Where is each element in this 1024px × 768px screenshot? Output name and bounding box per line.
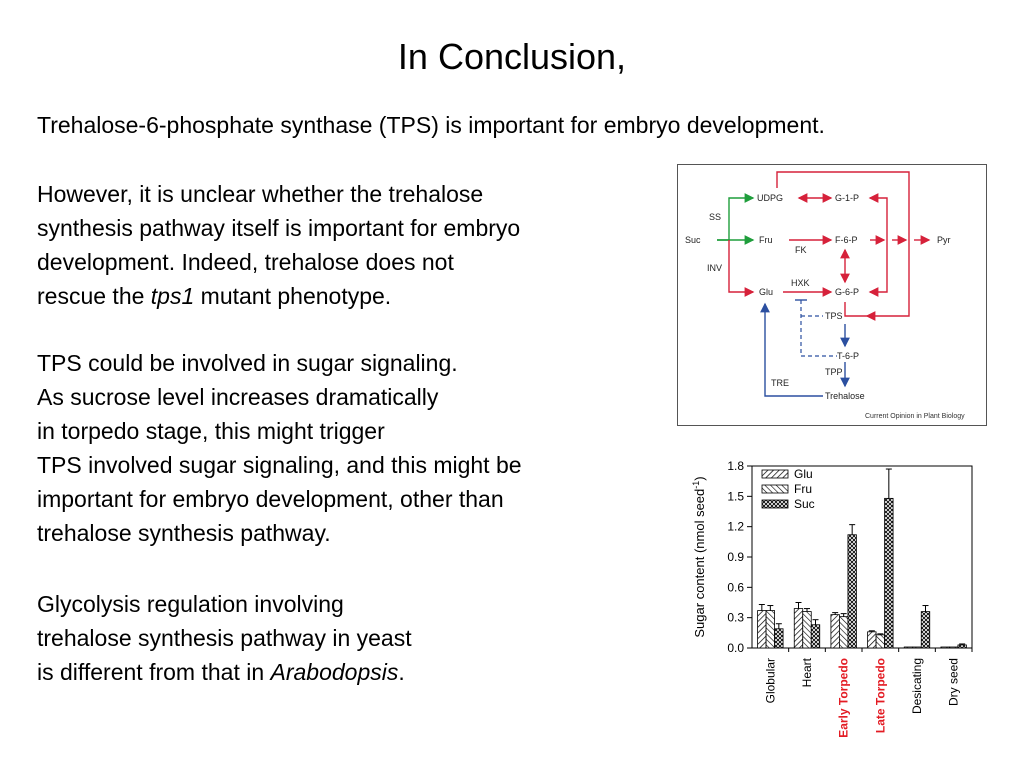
chart-bars [758,469,967,648]
gene-name-italic: tps1 [150,283,195,309]
node-pyr: Pyr [937,235,951,245]
y-tick-label: 0.3 [727,610,744,625]
paragraph-glycolysis [37,587,412,689]
y-axis-label [691,476,707,637]
x-tick-label: Dry seed [946,658,961,707]
node-g6p: G-6-P [835,287,860,297]
node-udpg: UDPG [757,193,784,203]
legend-swatch-suc [762,500,788,508]
bar-fru [766,611,775,648]
bar-fru [876,635,885,648]
node-f6p: F-6-P [835,235,858,245]
y-tick-label: 1.8 [727,459,744,473]
enzyme-inv: INV [707,263,723,273]
enzyme-tps: TPS [825,311,843,321]
bar-suc [811,625,820,648]
bar-glu [868,632,877,648]
paragraph-tps-importance [37,108,825,142]
node-trehalose: Trehalose [825,391,865,401]
legend-label-fru: Fru [794,482,812,496]
text-line [37,655,412,689]
x-tick-label: Heart [800,658,814,688]
node-fru: Fru [759,235,773,245]
bar-fru [803,612,812,648]
text-line: in torpedo stage, this might trigger [37,418,385,444]
bar-suc [775,629,784,648]
text-line: Glycolysis regulation involving [37,591,344,617]
legend-label-suc: Suc [794,497,815,511]
diagram-credit: Current Opinion in Plant Biology [865,413,965,420]
bar-fru [839,617,848,648]
bar-glu [831,615,840,648]
x-tick-label: Early Torpedo [836,658,851,738]
diagram-frame [678,165,987,426]
bar-suc [848,535,857,648]
text-line: synthesis pathway itself is important for embryo [37,215,521,241]
sugar-content-chart-svg [682,448,982,760]
node-suc: Suc [685,235,701,245]
y-tick-label: 1.2 [727,519,744,534]
bar-suc [921,612,930,648]
bar-glu [758,611,767,648]
y-axis-label-close: ) [692,476,707,481]
bar-fru [949,647,958,648]
bar-glu [904,647,913,648]
enzyme-ss: SS [709,212,722,222]
text-line: trehalose synthesis pathway. [37,520,331,546]
y-tick-label: 0.9 [727,550,744,564]
enzyme-hxk: HXK [791,278,810,288]
bar-fru [913,647,922,648]
species-name-italic: Arabodopsis [270,659,399,685]
text-fragment: . [398,659,405,685]
enzyme-tpp: TPP [825,367,843,377]
pathway-diagram [677,164,987,426]
text-line: development. Indeed, trehalose does not [37,249,454,275]
x-tick-label: Desicating [910,658,924,715]
x-tick-label: Late Torpedo [873,658,888,734]
chart-legend [762,467,815,511]
text-fragment: mutant phenotype. [194,283,392,309]
bar-glu [941,647,950,648]
y-tick-label: 0.6 [727,580,744,595]
enzyme-fk: FK [795,245,807,255]
bar-glu [794,609,803,648]
node-g1p: G-1-P [835,193,860,203]
text-line: important for embryo development, other than [37,486,504,512]
text-line: trehalose synthesis pathway in yeast [37,625,412,651]
legend-label-glu: Glu [794,467,813,481]
y-tick-label: 1.5 [727,489,744,504]
bar-suc [958,645,967,648]
text-fragment: rescue the [37,283,151,309]
slide-title: In Conclusion, [397,36,627,77]
text-line: TPS involved sugar signaling, and this might be [37,452,522,478]
legend-swatch-fru [762,485,788,493]
text-line: TPS could be involved in sugar signaling. [37,350,458,376]
x-tick-label: Globular [763,658,778,704]
text-line: As sucrose level increases dramatically [37,384,439,410]
y-axis-label-superscript: -1 [691,480,701,489]
text-line: Trehalose-6-phosphate synthase (TPS) is important for embryo development. [37,112,825,138]
text-line [37,279,520,313]
y-tick-label: 0.0 [727,641,744,655]
pathway-diagram-svg [677,164,987,426]
sugar-content-chart [682,448,982,760]
enzyme-tre: TRE [771,378,789,388]
paragraph-pathway-unclear [37,177,520,313]
node-glu: Glu [759,287,774,297]
text-line: However, it is unclear whether the trehalose [37,181,484,207]
legend-swatch-glu [762,470,788,478]
node-t6p: T-6-P [837,351,860,361]
bar-suc [885,498,894,648]
paragraph-sugar-signaling [37,346,522,550]
y-axis-label-main: Sugar content (nmol seed [692,488,707,638]
text-fragment: is different from that in [37,659,271,685]
